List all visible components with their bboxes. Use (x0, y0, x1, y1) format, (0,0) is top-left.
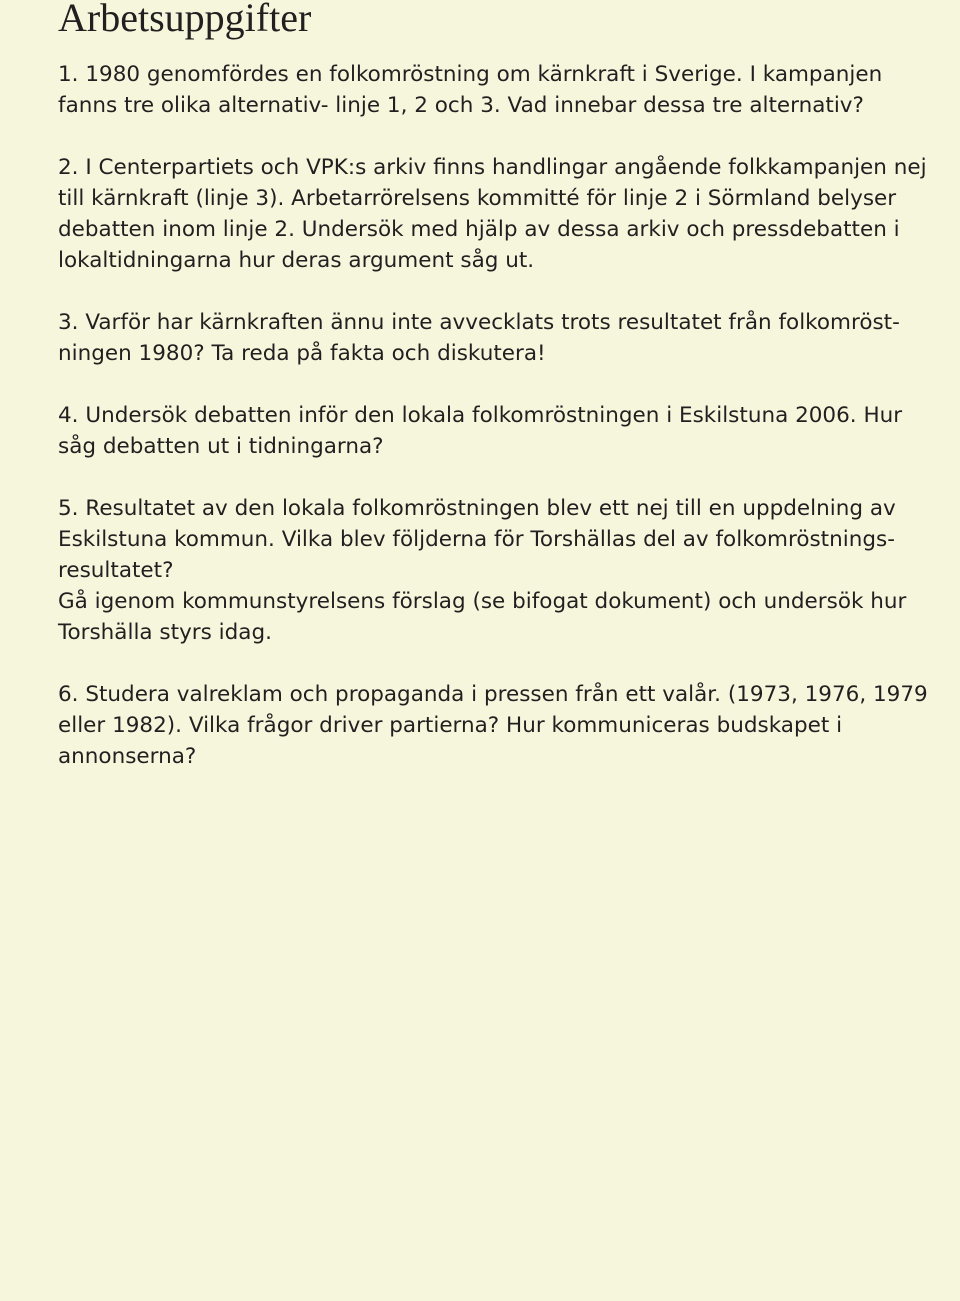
task-item-4 (58, 400, 938, 462)
task-item-6 (58, 679, 938, 772)
task-item-5 (58, 493, 938, 648)
task-line: 4. Undersök debatten inför den lokala folkomröstningen i Eskilstuna 2006. Hur (58, 403, 903, 428)
task-line: lokaltidningarna hur deras argument såg ut. (58, 248, 535, 273)
task-list (58, 59, 938, 803)
task-line: Gå igenom kommunstyrelsens förslag (se bifogat dokument) och undersök hur (58, 589, 907, 614)
task-line: 1. 1980 genomfördes en folkomröstning om kärnkraft i Sverige. I kampanjen (58, 62, 883, 87)
task-line: såg debatten ut i tidningarna? (58, 434, 384, 459)
task-line: Torshälla styrs idag. (58, 620, 272, 645)
task-line: annonserna? (58, 744, 197, 769)
task-item-3 (58, 307, 938, 369)
task-line: Eskilstuna kommun. Vilka blev följderna för Torshällas del av folkomröstnings- (58, 527, 895, 552)
task-line: 2. I Centerpartiets och VPK:s arkiv finns handlingar angående folkkampanjen nej (58, 155, 927, 180)
task-line: fanns tre olika alternativ- linje 1, 2 och 3. Vad innebar dessa tre alternativ? (58, 93, 864, 118)
task-line: 5. Resultatet av den lokala folkomröstningen blev ett nej till en uppdelning av (58, 496, 896, 521)
task-line: ningen 1980? Ta reda på fakta och diskutera! (58, 341, 546, 366)
task-line: debatten inom linje 2. Undersök med hjälp av dessa arkiv och pressdebatten i (58, 217, 900, 242)
task-line: 3. Varför har kärnkraften ännu inte avvecklats trots resultatet från folkomröst- (58, 310, 900, 335)
task-line: till kärnkraft (linje 3). Arbetarrörelsens kommitté för linje 2 i Sörmland belyser (58, 186, 897, 211)
task-item-2 (58, 152, 938, 276)
task-item-1 (58, 59, 938, 121)
task-line: resultatet? (58, 558, 174, 583)
task-line: eller 1982). Vilka frågor driver partierna? Hur kommuniceras budskapet i (58, 713, 843, 738)
task-line: 6. Studera valreklam och propaganda i pressen från ett valår. (1973, 1976, 1979 (58, 682, 928, 707)
page-title: Arbetsuppgifter (58, 0, 312, 40)
